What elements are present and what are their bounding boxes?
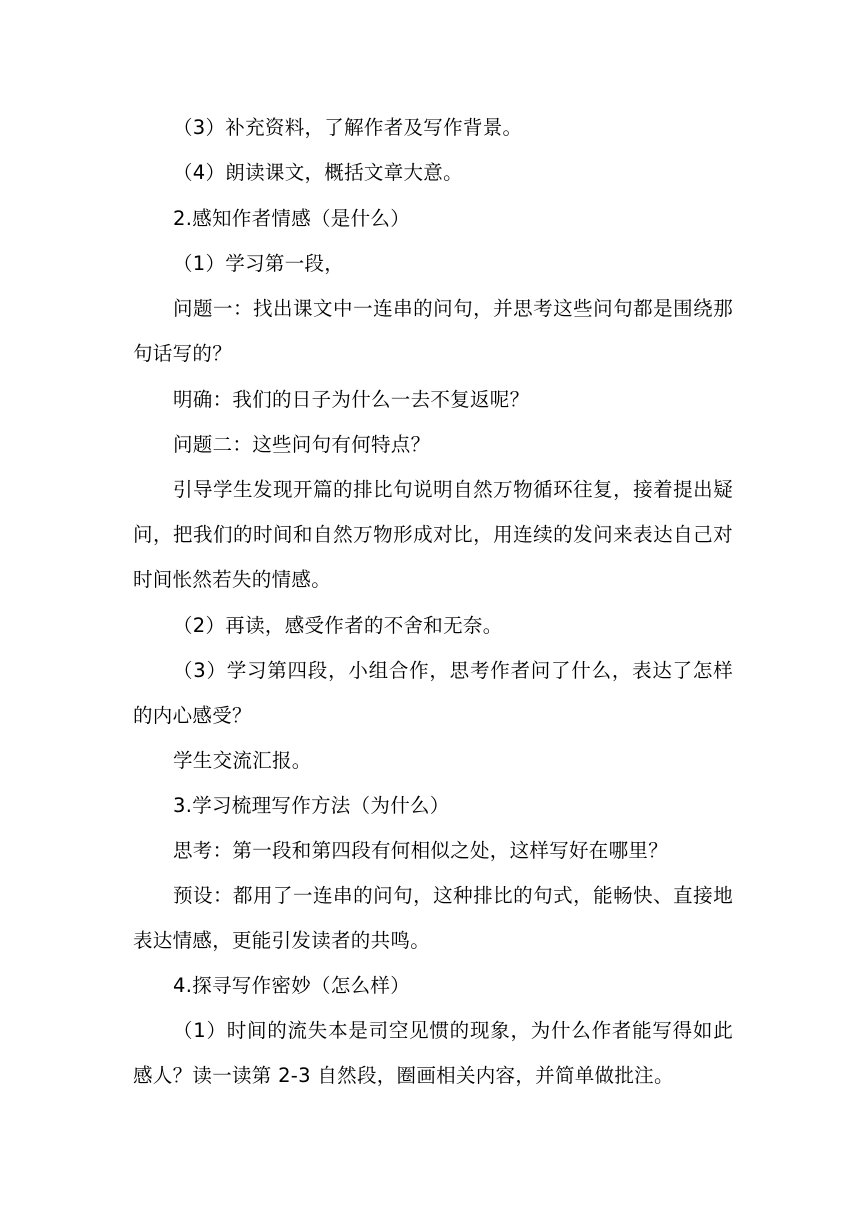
paragraph-question-two: 问题二：这些问句有何特点？ <box>173 433 431 456</box>
paragraph-question-one: 问题一：找出课文中一连串的问句，并思考这些问句都是围绕那句话写的？ <box>133 297 733 365</box>
section-heading-writing-method: 3.学习梳理写作方法（为什么） <box>173 794 450 817</box>
paragraph-think: 思考：第一段和第四段有何相似之处，这样写好在哪里？ <box>173 839 669 862</box>
section-heading-author-emotion: 2.感知作者情感（是什么） <box>173 207 411 230</box>
paragraph-guide-students: 引导学生发现开篇的排比句说明自然万物循环往复，接着提出疑问，把我们的时间和自然万物形成对比，用连续的发问来表达自己对时间怅然若失的情感。 <box>133 478 733 591</box>
paragraph-clarify-answer: 明确：我们的日子为什么一去不复返呢？ <box>173 388 530 411</box>
paragraph-study-first-section: （1）学习第一段， <box>173 252 345 275</box>
paragraph-reread: （2）再读，感受作者的不舍和无奈。 <box>173 614 503 637</box>
paragraph-study-fourth-section: （3）学习第四段，小组合作，思考作者问了什么，表达了怎样的内心感受？ <box>133 659 733 727</box>
paragraph-student-report: 学生交流汇报。 <box>173 749 312 772</box>
paragraph-preset-answer: 预设：都用了一连串的问句，这种排比的句式，能畅快、直接地表达情感，更能引发读者的共鸣。 <box>133 884 733 952</box>
section-heading-writing-secret: 4.探寻写作密妙（怎么样） <box>173 974 411 997</box>
paragraph-supplement-materials: （3）补充资料，了解作者及写作背景。 <box>173 116 523 139</box>
paragraph-time-loss-question: （1）时间的流失本是司空见惯的现象，为什么作者能写得如此感人？读一读第 2-3 自然段，圈画相关内容，并简单做批注。 <box>133 1019 733 1087</box>
paragraph-read-aloud: （4）朗读课文，概括文章大意。 <box>173 161 463 184</box>
